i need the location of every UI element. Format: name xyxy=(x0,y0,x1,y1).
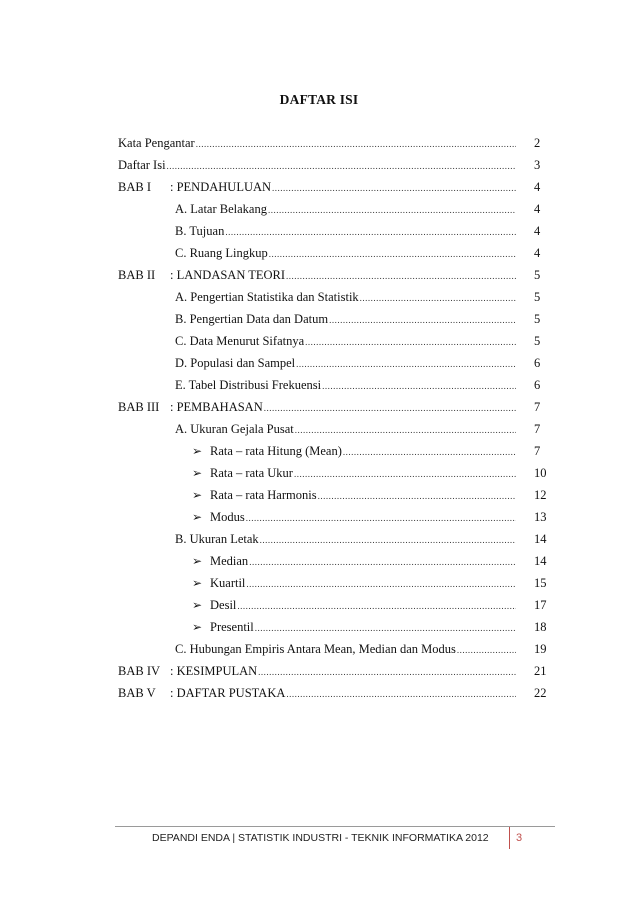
toc-entry xyxy=(192,574,516,592)
toc-dot-leader xyxy=(294,465,516,483)
bullet-arrow-icon: ➢ xyxy=(192,444,203,458)
toc-entry-label: : PENDAHULUAN xyxy=(170,180,272,194)
toc-page-number: 14 xyxy=(534,532,547,546)
toc-chapter-number: BAB III xyxy=(118,400,160,414)
toc-dot-leader xyxy=(249,553,516,571)
page-title: DAFTAR ISI xyxy=(279,92,359,107)
toc-dot-leader xyxy=(296,355,516,373)
toc-page-number: 7 xyxy=(534,444,541,458)
toc-dot-leader xyxy=(237,597,516,615)
toc-dot-leader xyxy=(255,619,516,637)
toc-entry-label: Kuartil xyxy=(210,576,246,590)
toc-entry xyxy=(175,640,516,658)
toc-page-number: 7 xyxy=(534,422,541,436)
toc-entry xyxy=(175,332,516,350)
toc-chapter-number: BAB I xyxy=(118,180,151,194)
toc-entry xyxy=(175,200,516,218)
toc-entry-label: : PEMBAHASAN xyxy=(170,400,263,414)
toc-dot-leader xyxy=(167,157,516,175)
toc-entry xyxy=(192,618,516,636)
toc-entry xyxy=(192,552,516,570)
toc-entry xyxy=(192,508,516,526)
toc-entry-label: A. Latar Belakang xyxy=(175,202,267,216)
toc-entry xyxy=(118,398,516,416)
toc-dot-leader xyxy=(318,487,516,505)
toc-entry-label: Presentil xyxy=(210,620,254,634)
toc-page-number: 5 xyxy=(534,268,541,282)
toc-chapter-number: BAB II xyxy=(118,268,156,282)
toc-dot-leader xyxy=(196,135,516,153)
toc-page-number: 4 xyxy=(534,224,541,238)
toc-page-number: 15 xyxy=(534,576,547,590)
toc-entry-label: C. Ruang Lingkup xyxy=(175,246,268,260)
toc-dot-leader xyxy=(457,641,516,659)
toc-page-number: 6 xyxy=(534,378,541,392)
toc-page-number: 17 xyxy=(534,598,547,612)
toc-dot-leader xyxy=(258,663,516,681)
toc-chapter-number: BAB V xyxy=(118,686,156,700)
toc-page-number: 5 xyxy=(534,334,541,348)
toc-entry-label: : DAFTAR PUSTAKA xyxy=(170,686,286,700)
toc-entry-label: Desil xyxy=(210,598,237,612)
toc-entry xyxy=(192,442,516,460)
toc-entry xyxy=(175,530,516,548)
bullet-arrow-icon: ➢ xyxy=(192,488,203,502)
toc-page-number: 5 xyxy=(534,312,541,326)
toc-entry xyxy=(175,244,516,262)
toc-entry xyxy=(118,134,516,152)
toc-page-number: 18 xyxy=(534,620,547,634)
toc-dot-leader xyxy=(269,245,516,263)
toc-dot-leader xyxy=(268,201,516,219)
bullet-arrow-icon: ➢ xyxy=(192,620,203,634)
toc-dot-leader xyxy=(286,267,516,285)
toc-dot-leader xyxy=(329,311,516,329)
bullet-arrow-icon: ➢ xyxy=(192,510,203,524)
toc-dot-leader xyxy=(295,421,516,439)
toc-entry-label: Daftar Isi xyxy=(118,158,166,172)
toc-entry-label: C. Data Menurut Sifatnya xyxy=(175,334,305,348)
toc-entry xyxy=(192,464,516,482)
toc-page-number: 21 xyxy=(534,664,547,678)
toc-dot-leader xyxy=(360,289,516,307)
toc-entry xyxy=(118,178,516,196)
toc-entry xyxy=(118,156,516,174)
toc-dot-leader xyxy=(260,531,516,549)
toc-entry xyxy=(118,684,516,702)
toc-dot-leader xyxy=(272,179,516,197)
toc-entry xyxy=(175,354,516,372)
toc-entry-label: E. Tabel Distribusi Frekuensi xyxy=(175,378,322,392)
toc-entry-label: : LANDASAN TEORI xyxy=(170,268,286,282)
bullet-arrow-icon: ➢ xyxy=(192,466,203,480)
toc-page-number: 13 xyxy=(534,510,547,524)
toc-dot-leader xyxy=(305,333,516,351)
toc-entry-label: D. Populasi dan Sampel xyxy=(175,356,296,370)
toc-page-number: 4 xyxy=(534,180,541,194)
toc-page-number: 3 xyxy=(534,158,541,172)
toc-page-number: 2 xyxy=(534,136,541,150)
toc-page-number: 12 xyxy=(534,488,547,502)
toc-entry xyxy=(175,376,516,394)
bullet-arrow-icon: ➢ xyxy=(192,598,203,612)
toc-page-number: 19 xyxy=(534,642,547,656)
toc-page-number: 4 xyxy=(534,246,541,260)
toc-page-number: 7 xyxy=(534,400,541,414)
toc-entry-label: Rata – rata Harmonis xyxy=(210,488,317,502)
toc-entry xyxy=(175,222,516,240)
footer-divider xyxy=(115,826,555,827)
toc-entry-label: Median xyxy=(210,554,249,568)
toc-entry-label: Rata – rata Hitung (Mean) xyxy=(210,444,342,458)
toc-dot-leader xyxy=(343,443,516,461)
bullet-arrow-icon: ➢ xyxy=(192,576,203,590)
toc-entry-label: : KESIMPULAN xyxy=(170,664,258,678)
toc-page-number: 6 xyxy=(534,356,541,370)
toc-page-number: 10 xyxy=(534,466,547,480)
toc-dot-leader xyxy=(264,399,516,417)
toc-page-number: 22 xyxy=(534,686,547,700)
footer-text: DEPANDI ENDA | STATISTIK INDUSTRI - TEKNIK INFORMATIKA 2012 xyxy=(152,832,489,844)
toc-dot-leader xyxy=(322,377,516,395)
footer-page-number: 3 xyxy=(509,827,553,849)
toc-dot-leader xyxy=(246,575,516,593)
toc-entry-label: B. Ukuran Letak xyxy=(175,532,259,546)
toc-dot-leader xyxy=(246,509,516,527)
toc-entry-label: A. Pengertian Statistika dan Statistik xyxy=(175,290,359,304)
toc-entry-label: A. Ukuran Gejala Pusat xyxy=(175,422,294,436)
toc-entry xyxy=(192,596,516,614)
toc-entry xyxy=(118,266,516,284)
toc-entry-label: Kata Pengantar xyxy=(118,136,195,150)
toc-entry-label: Rata – rata Ukur xyxy=(210,466,293,480)
toc-page-number: 14 xyxy=(534,554,547,568)
toc-entry-label: C. Hubungan Empiris Antara Mean, Median dan Modus xyxy=(175,642,456,656)
toc-entry xyxy=(192,486,516,504)
toc-entry xyxy=(175,288,516,306)
toc-chapter-number: BAB IV xyxy=(118,664,161,678)
toc-entry xyxy=(175,420,516,438)
toc-entry-label: B. Tujuan xyxy=(175,224,225,238)
toc-dot-leader xyxy=(225,223,516,241)
toc-page-number: 4 xyxy=(534,202,541,216)
toc-entry xyxy=(118,662,516,680)
toc-entry-label: Modus xyxy=(210,510,245,524)
toc-page-number: 5 xyxy=(534,290,541,304)
toc-entry-label: B. Pengertian Data dan Datum xyxy=(175,312,329,326)
toc-entry xyxy=(175,310,516,328)
toc-dot-leader xyxy=(286,685,516,703)
bullet-arrow-icon: ➢ xyxy=(192,554,203,568)
